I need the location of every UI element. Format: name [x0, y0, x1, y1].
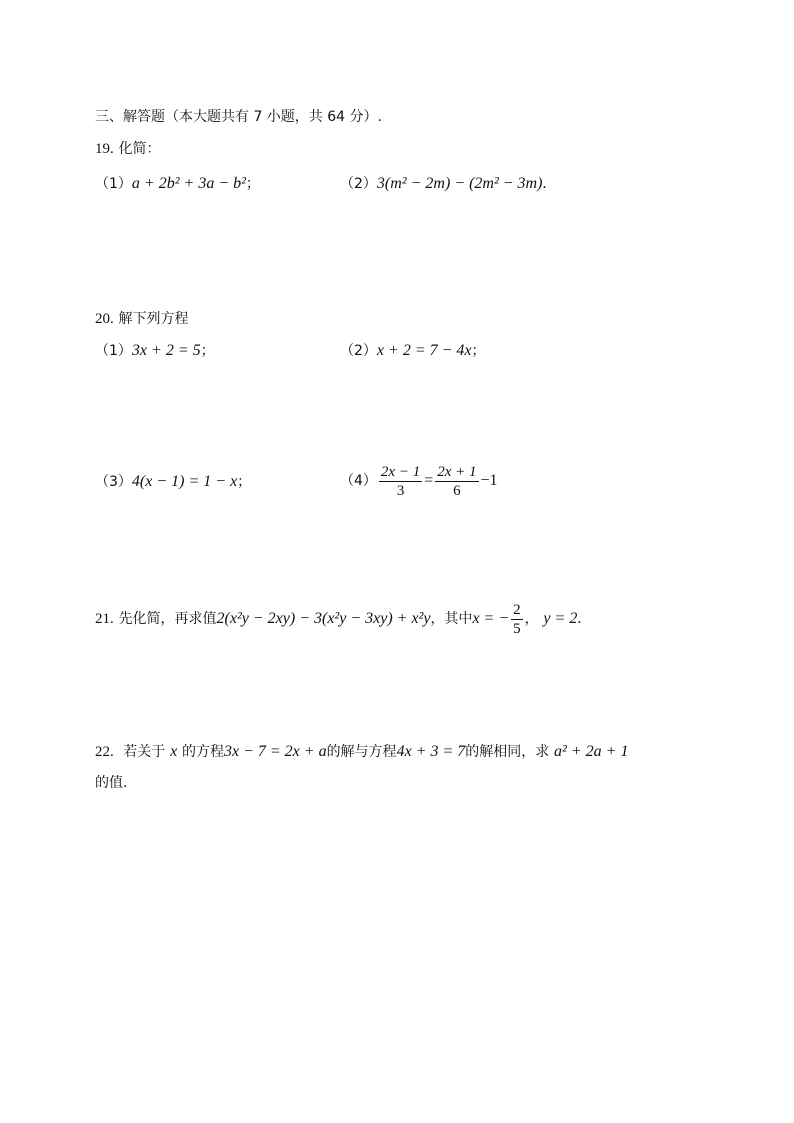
question-prompt: 解下列方程 [118, 311, 189, 327]
question-21 [95, 598, 581, 640]
fraction-right [435, 463, 478, 500]
part-label: （3） [95, 474, 132, 490]
target-expression: a² + 2a + 1 [554, 743, 629, 760]
math-expression: 3x + 2 = 5 [131, 342, 201, 359]
q20-part-4 [340, 460, 498, 502]
equals-sign: = [424, 472, 434, 489]
math-expression: 2(x²y − 2xy) − 3(x²y − 3xy) + x²y [216, 610, 431, 627]
question-20-heading [95, 308, 189, 329]
section-title [95, 106, 382, 127]
question-text: 的值. [95, 775, 128, 791]
part-label: （1） [95, 176, 132, 192]
q20-part-2 [340, 340, 486, 361]
part-label: （2） [340, 343, 377, 359]
math-expression: x + 2 = 7 − 4x [376, 342, 472, 359]
punctuation: . [542, 175, 547, 192]
question-22-line-2 [95, 772, 127, 793]
punctuation: ； [237, 474, 252, 490]
question-number: 21. [95, 611, 114, 627]
math-expression: 3(m² − 2m) − (2m² − 3m) [376, 175, 543, 192]
q19-part-1 [95, 173, 260, 194]
punctuation: ； [245, 176, 260, 192]
question-prompt-condition: ，其中 [430, 611, 473, 627]
fraction-denominator: 3 [396, 482, 405, 499]
math-expression: a + 2b² + 3a − b² [131, 175, 246, 192]
fraction-left [379, 463, 422, 500]
question-prompt: 先化简，再求值 [118, 611, 217, 627]
question-number: 19. [95, 141, 114, 157]
equation-2: 4x + 3 = 7 [396, 743, 466, 760]
q20-part-1 [95, 340, 215, 361]
y-value: y = 2 [543, 610, 578, 627]
question-number: 20. [95, 311, 114, 327]
question-number: 22. [95, 744, 114, 760]
question-text: 若关于 [123, 744, 166, 760]
punctuation: ， [524, 611, 539, 627]
fraction-denominator: 6 [453, 482, 461, 499]
question-text: 的方程 [181, 744, 224, 760]
question-prompt: 化简： [118, 141, 161, 157]
question-text: 的解与方程 [326, 744, 397, 760]
section-title-text: 三、解答题（本大题共有 7 小题，共 64 分）. [95, 109, 382, 125]
question-text: 的解相同，求 [465, 744, 550, 760]
punctuation: ； [200, 343, 215, 359]
part-label: （2） [340, 176, 377, 192]
x-value-prefix: x = − [472, 610, 510, 627]
variable-x: x [170, 743, 178, 760]
math-expression: 4(x − 1) = 1 − x [131, 473, 238, 490]
question-22 [95, 741, 628, 762]
fraction-numerator: 2 [513, 601, 521, 618]
x-value-fraction [511, 601, 523, 638]
part-label: （1） [95, 343, 132, 359]
fraction-numerator: 2x − 1 [380, 463, 421, 480]
q20-part-3 [95, 471, 251, 492]
fraction-denominator: 5 [513, 620, 521, 637]
math-tail: −1 [480, 472, 498, 489]
fraction-numerator: 2x + 1 [437, 463, 477, 480]
equation-1: 3x − 7 = 2x + a [223, 743, 327, 760]
part-label: （4） [340, 473, 377, 489]
question-19-heading [95, 138, 161, 159]
punctuation: . [577, 610, 582, 627]
q19-part-2 [340, 173, 546, 194]
punctuation: ； [471, 343, 486, 359]
